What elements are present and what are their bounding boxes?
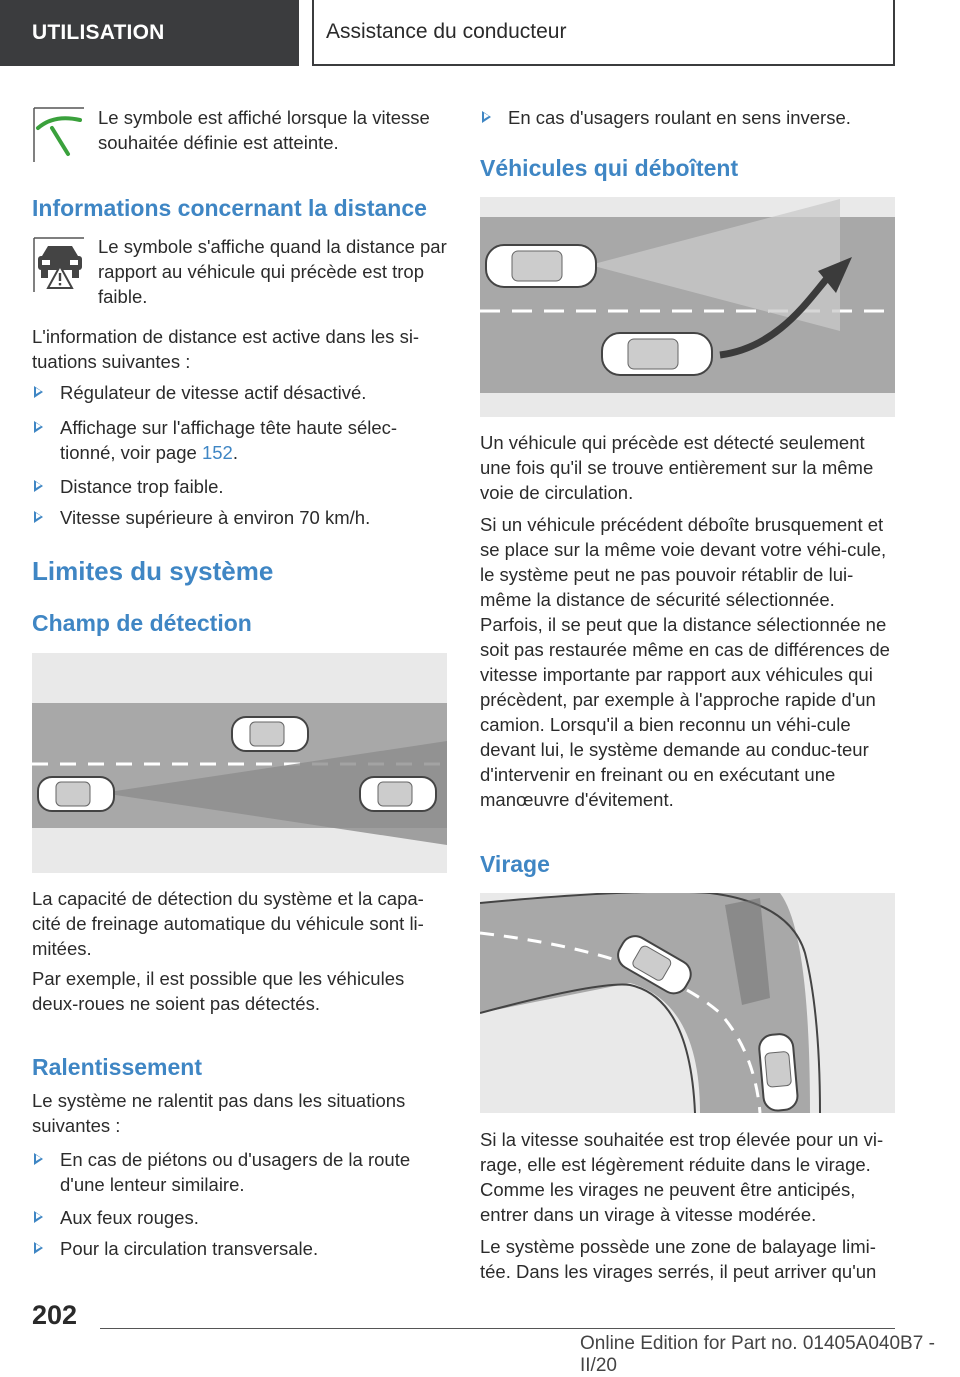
cut-out-text-1: Un véhicule qui précède est détecté seulement une fois qu'il se trouve entièrement sur la même voie de circulation. xyxy=(480,432,874,503)
section-label: UTILISATION xyxy=(32,21,165,44)
cut-out-text-2: Si un véhicule précédent déboîte brusquement et se place sur la même voie devant votre véhi-cule, le système peut ne pas pouvoir rétablir de lui-même la distance de sécurité sélectionnée. Parfois, il se peut que la distance sélectionnée ne soit pas restaurée même en cas de différences de vitesse importante par rapport aux véhicules qui précèdent, par exemple à l'approche rapide d'un camion. Lorsqu'il a bien reconnu un véhi-cule devant lui, le système demande au conduc-teur d'intervenir en freinant ou en exécutant une manœuvre d'évitement. xyxy=(480,514,890,810)
section-tab xyxy=(0,0,299,66)
speed-symbol-text: Le symbole est affiché lorsque la vitesse souhaitée définie est atteinte. xyxy=(98,107,430,153)
bullet-triangle-icon xyxy=(34,1242,43,1254)
car-icon xyxy=(360,777,436,811)
curve-illustration xyxy=(480,893,895,1113)
list-item: Affichage sur l'affichage tête haute sélec-tionné, voir page 152. xyxy=(32,415,450,465)
bullet-triangle-icon xyxy=(34,480,43,492)
list-item: Régulateur de vitesse actif désactivé. xyxy=(32,380,450,405)
heading-curve: Virage xyxy=(480,851,550,877)
list-item: En cas d'usagers roulant en sens inverse. xyxy=(480,105,918,130)
footer-divider xyxy=(100,1328,895,1329)
distance-symbol-text: Le symbole s'affiche quand la distance par rapport au véhicule qui précède est trop faible. xyxy=(98,236,447,307)
distance-active-text: L'information de distance est active dans les si-tuations suivantes : xyxy=(32,326,420,372)
detection-field-illustration xyxy=(32,653,447,873)
cut-out-illustration xyxy=(480,197,895,417)
heading-detection-field: Champ de détection xyxy=(32,610,252,636)
curve-text-1: Si la vitesse souhaitée est trop élevée pour un vi-rage, elle est légèrement réduite dans le virage. Comme les virages ne peuvent être anticipés, entrer dans un virage à vitesse modérée. xyxy=(480,1129,884,1225)
page-number: 202 xyxy=(32,1300,78,1330)
car-icon xyxy=(232,717,308,751)
car-icon xyxy=(758,1033,798,1112)
list-item: Pour la circulation transversale. xyxy=(32,1236,455,1261)
chapter-header xyxy=(312,0,895,66)
list-item: En cas de piétons ou d'usagers de la route d'une lenteur similaire. xyxy=(32,1147,455,1197)
slowdown-intro-text: Le système ne ralentit pas dans les situations suivantes : xyxy=(32,1090,406,1136)
car-icon xyxy=(486,245,596,287)
list-item: Vitesse supérieure à environ 70 km/h. xyxy=(32,505,450,530)
footer-edition: Online Edition for Part no. 01405A040B7 - II/20 xyxy=(580,1333,935,1376)
bullet-triangle-icon xyxy=(34,1211,43,1223)
heading-distance-info: Informations concernant la distance xyxy=(32,195,427,221)
chapter-title: Assistance du conducteur xyxy=(326,20,567,43)
bullet-triangle-icon xyxy=(34,511,43,523)
page-reference-link[interactable]: 152 xyxy=(201,442,233,463)
speed-reached-icon xyxy=(32,106,86,164)
two-wheelers-text: Par exemple, il est possible que les véhicules deux-roues ne soient pas détectés. xyxy=(32,968,405,1014)
heading-system-limits: Limites du système xyxy=(32,556,274,586)
curve-text-2: Le système possède une zone de balayage limi-tée. Dans les virages serrés, il peut arriver qu'un xyxy=(480,1236,877,1282)
bullet-triangle-icon xyxy=(482,111,491,123)
detection-capacity-text: La capacité de détection du système et la capa-cité de freinage automatique du véhicule sont li-mitées. xyxy=(32,888,424,959)
distance-warning-icon xyxy=(32,236,88,294)
bullet-triangle-icon xyxy=(34,421,43,433)
heading-slowdown: Ralentissement xyxy=(32,1054,203,1080)
list-item: Aux feux rouges. xyxy=(32,1205,455,1230)
bullet-triangle-icon xyxy=(34,1153,43,1165)
car-icon xyxy=(602,333,712,375)
bullet-triangle-icon xyxy=(34,386,43,398)
car-icon xyxy=(38,777,114,811)
heading-cut-out-vehicles: Véhicules qui déboîtent xyxy=(480,155,739,181)
list-item: Distance trop faible. xyxy=(32,474,450,499)
